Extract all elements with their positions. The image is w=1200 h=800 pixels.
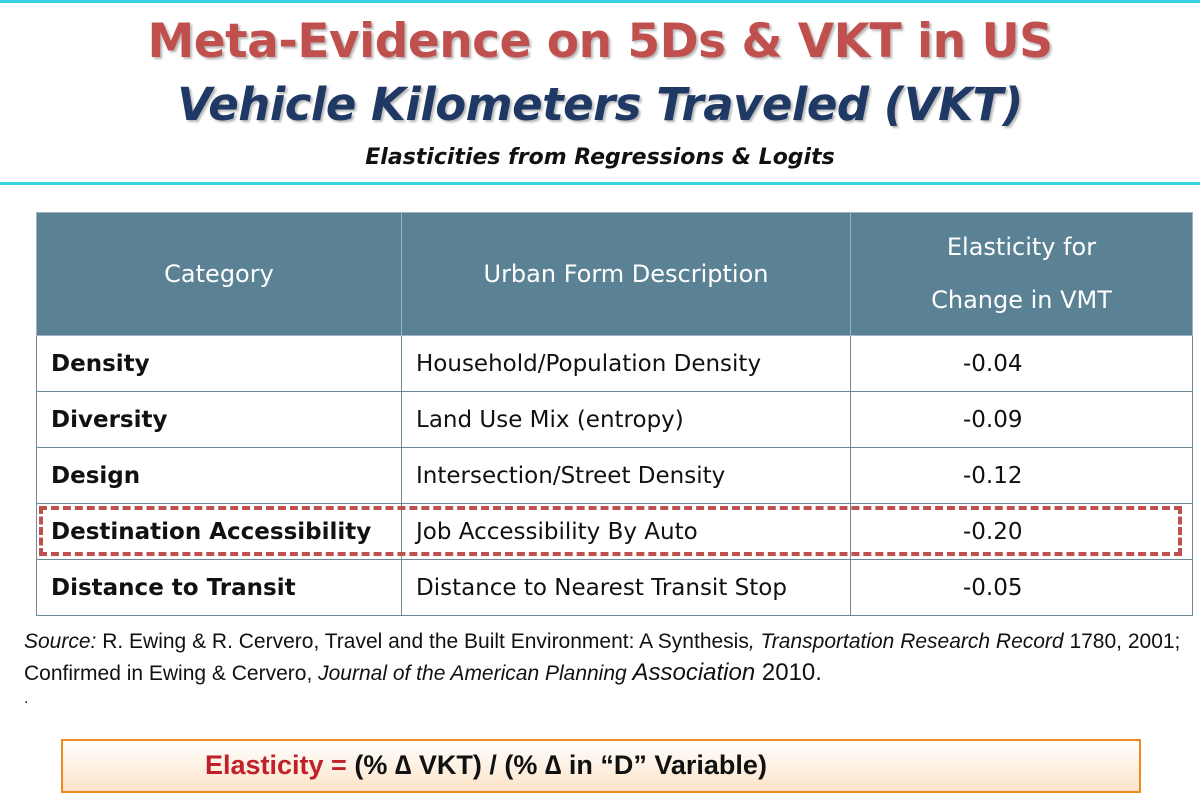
row-description: Distance to Nearest Transit Stop (402, 560, 851, 616)
table-row (37, 560, 1193, 616)
subtitle: Elasticities from Regressions & Logits (365, 145, 835, 170)
row-description: Intersection/Street Density (402, 448, 851, 504)
header-category: Category (37, 213, 402, 336)
trailing-dot: . (24, 690, 29, 707)
row-category: Design (37, 448, 402, 504)
table-row-highlighted (37, 504, 1193, 560)
elasticity-table (36, 212, 1193, 616)
row-elasticity: -0.05 (851, 560, 1193, 616)
row-category: Distance to Transit (37, 560, 402, 616)
row-elasticity: -0.20 (851, 504, 1193, 560)
source-year: 2010. (755, 659, 822, 686)
top-divider (0, 0, 1200, 3)
title-line-2: Vehicle Kilometers Traveled (VKT) (177, 78, 1023, 131)
header-elasticity (851, 213, 1193, 336)
row-category: Density (37, 336, 402, 392)
header-description: Urban Form Description (402, 213, 851, 336)
formula-text (205, 750, 767, 781)
formula-label: Elasticity = (205, 750, 355, 780)
row-description: Job Accessibility By Auto (402, 504, 851, 560)
row-elasticity: -0.04 (851, 336, 1193, 392)
source-part-1: R. Ewing & R. Cervero, Travel and the Built Environment: A Synthesis (96, 630, 749, 653)
source-journal-1: Transportation Research Record (760, 630, 1064, 653)
table-header-row (37, 213, 1193, 336)
header-elasticity-line2: Change in VMT (931, 286, 1112, 314)
table-row (37, 448, 1193, 504)
source-label: Source: (24, 630, 97, 653)
source-journal-2-last: Association (626, 659, 756, 686)
source-part-2: 1780, 2001; Confirmed in Ewing & Cervero, (24, 630, 1181, 685)
row-elasticity: -0.09 (851, 392, 1193, 448)
row-category: Destination Accessibility (37, 504, 402, 560)
table-row (37, 336, 1193, 392)
formula-box (61, 739, 1141, 793)
source-citation (24, 626, 1184, 689)
row-category: Diversity (37, 392, 402, 448)
header-elasticity-line1: Elasticity for (946, 233, 1097, 261)
row-description: Household/Population Density (402, 336, 851, 392)
formula-expression: (% ∆ VKT) / (% ∆ in “D” Variable) (354, 750, 767, 780)
row-description: Land Use Mix (entropy) (402, 392, 851, 448)
source-comma: , (748, 630, 761, 653)
title-line-1: Meta-Evidence on 5Ds & VKT in US (147, 14, 1053, 69)
source-journal-2: Journal of the American Planning (318, 662, 627, 685)
header-divider (0, 182, 1200, 185)
table-row (37, 392, 1193, 448)
row-elasticity: -0.12 (851, 448, 1193, 504)
